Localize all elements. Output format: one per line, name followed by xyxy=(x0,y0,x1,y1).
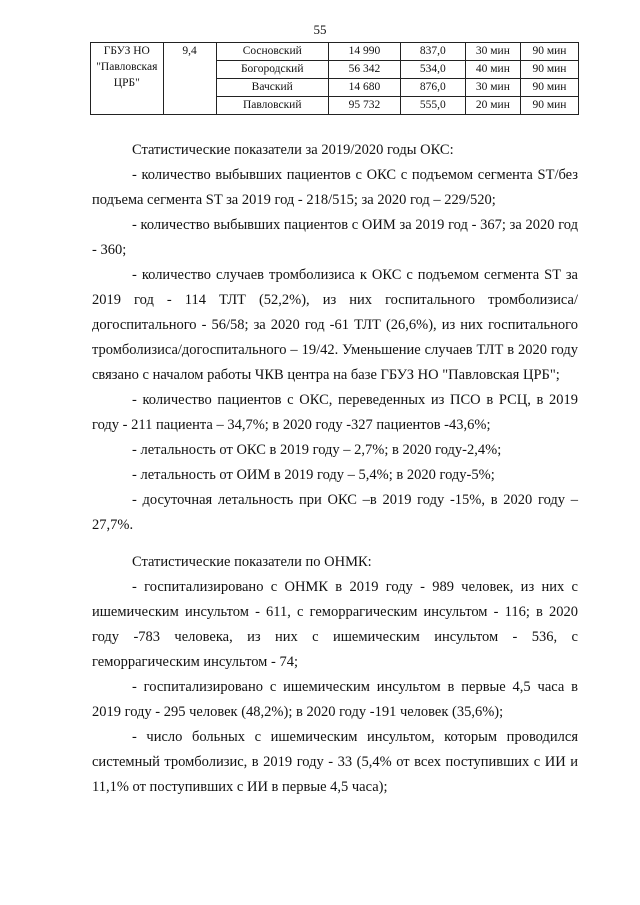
district-cell: Сосновский xyxy=(216,43,328,61)
district-cell: Богородский xyxy=(216,61,328,79)
time1-cell: 40 мин xyxy=(465,61,520,79)
time1-cell: 30 мин xyxy=(465,79,520,97)
time2-cell: 90 мин xyxy=(520,61,578,79)
population-cell: 95 732 xyxy=(328,97,400,115)
table-row xyxy=(91,43,579,61)
area-cell: 837,0 xyxy=(400,43,465,61)
org-name-cell: ГБУЗ НО "Павловская ЦРБ" xyxy=(91,43,164,115)
paragraph: - количество выбывших пациентов с ОИМ за 2019 год - 367; за 2020 год - 360; xyxy=(92,217,578,258)
time2-cell: 90 мин xyxy=(520,43,578,61)
population-cell: 14 680 xyxy=(328,79,400,97)
hospital-table xyxy=(90,42,579,115)
district-cell: Вачский xyxy=(216,79,328,97)
paragraph: - летальность от ОКС в 2019 году – 2,7%; в 2020 году-2,4%; xyxy=(132,442,502,458)
paragraph: - количество случаев тромболизиса к ОКС с подъемом сегмента ST за 2019 год - 114 ТЛТ (52,2%), из них госпитального тромболизиса/догоспитального - 56/58; за 2020 год -61 ТЛТ (26,6%), из них госпитального тромболизиса/догоспитального – 19/42. Уменьшение случаев ТЛТ в 2020 году связано с началом работы ЧКВ центра на базе ГБУЗ НО "Павловская ЦРБ"; xyxy=(92,267,578,383)
paragraph: - количество пациентов с ОКС, переведенных из ПСО в РСЦ, в 2019 году - 211 пациента – 34,7%; в 2020 году -327 пациентов -43,6%; xyxy=(92,392,578,433)
org-value-cell: 9,4 xyxy=(163,43,216,115)
population-cell: 14 990 xyxy=(328,43,400,61)
paragraph: - госпитализировано с ОНМК в 2019 году - 989 человек, из них с ишемическим инсультом - 611, с геморрагическим инсультом - 116; в 2020 году -783 человека, из них с ишемическим инсультом - 536, с геморрагическим инсультом - 74; xyxy=(92,579,578,670)
district-cell: Павловский xyxy=(216,97,328,115)
population-cell: 56 342 xyxy=(328,61,400,79)
paragraph: - досуточная летальность при ОКС –в 2019 году -15%, в 2020 году – 27,7%. xyxy=(92,492,578,533)
page-number: 55 xyxy=(313,22,327,37)
time2-cell: 90 мин xyxy=(520,79,578,97)
area-cell: 534,0 xyxy=(400,61,465,79)
paragraph: - число больных с ишемическим инсультом, которым проводился системный тромболизис, в 2019 году - 33 (5,4% от всех поступивших с ИИ и 11,1% от поступивших с ИИ в первые 4,5 часа); xyxy=(92,729,578,795)
area-cell: 555,0 xyxy=(400,97,465,115)
paragraph: - летальность от ОИМ в 2019 году – 5,4%; в 2020 году-5%; xyxy=(132,467,495,483)
section-heading: Статистические показатели за 2019/2020 годы ОКС: xyxy=(132,142,454,158)
time1-cell: 20 мин xyxy=(465,97,520,115)
time1-cell: 30 мин xyxy=(465,43,520,61)
paragraph: - госпитализировано с ишемическим инсультом в первые 4,5 часа в 2019 году - 295 человек (48,2%); в 2020 году -191 человек (35,6%); xyxy=(92,679,578,720)
section-heading: Статистические показатели по ОНМК: xyxy=(132,554,372,570)
paragraph: - количество выбывших пациентов с ОКС с подъемом сегмента ST/без подъема сегмента ST за 2019 год - 218/515; за 2020 год – 229/520; xyxy=(92,167,578,208)
document-body xyxy=(92,138,578,800)
time2-cell: 90 мин xyxy=(520,97,578,115)
area-cell: 876,0 xyxy=(400,79,465,97)
